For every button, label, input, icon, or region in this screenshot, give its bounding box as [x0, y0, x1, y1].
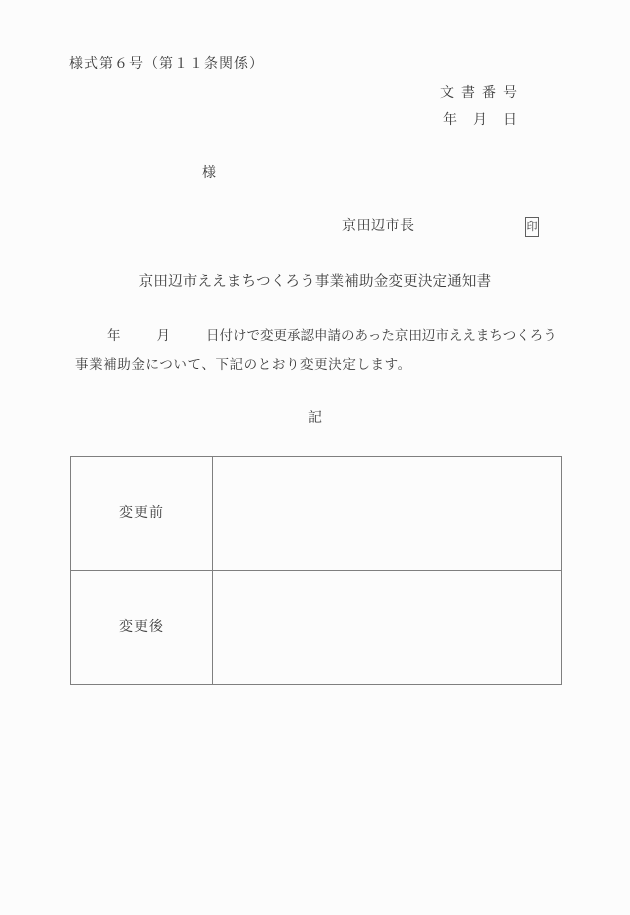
form-number: 様式第６号（第１１条関係） — [69, 57, 264, 72]
row-content-after-change — [213, 571, 561, 684]
row-content-before-change — [213, 457, 561, 570]
row-label-before-change: 変更前 — [71, 457, 213, 570]
table-row-after-change — [71, 570, 561, 684]
addressee-suffix: 様 — [202, 166, 216, 181]
seal-label: 印 — [526, 220, 538, 233]
body-date-year-label: 年 — [107, 328, 121, 343]
doc-number-char: 書 — [461, 86, 475, 101]
date-month-label: 月 — [473, 113, 487, 128]
change-table — [70, 456, 562, 685]
doc-number-char: 号 — [503, 86, 517, 101]
date-year-label: 年 — [443, 113, 457, 128]
body-date-month-label: 月 — [156, 328, 170, 343]
table-row-before-change — [71, 457, 561, 570]
seal-box — [525, 217, 539, 237]
header-date-line — [443, 114, 517, 128]
record-marker: 記 — [308, 411, 322, 426]
doc-number-char: 番 — [482, 86, 496, 101]
body-paragraph-line1 — [107, 329, 557, 343]
sender-title: 京田辺市長 — [342, 219, 415, 234]
body-line1-text: 日付けで変更承認申請のあった京田辺市ええまちつくろう — [206, 328, 557, 343]
doc-number-char: 文 — [440, 86, 454, 101]
date-day-label: 日 — [503, 113, 517, 128]
document-title: 京田辺市ええまちつくろう事業補助金変更決定通知書 — [138, 274, 492, 290]
body-paragraph-line2: 事業補助金について、下記のとおり変更決定します。 — [75, 357, 412, 372]
row-label-after-change: 変更後 — [71, 571, 213, 684]
doc-number-line — [440, 87, 517, 101]
